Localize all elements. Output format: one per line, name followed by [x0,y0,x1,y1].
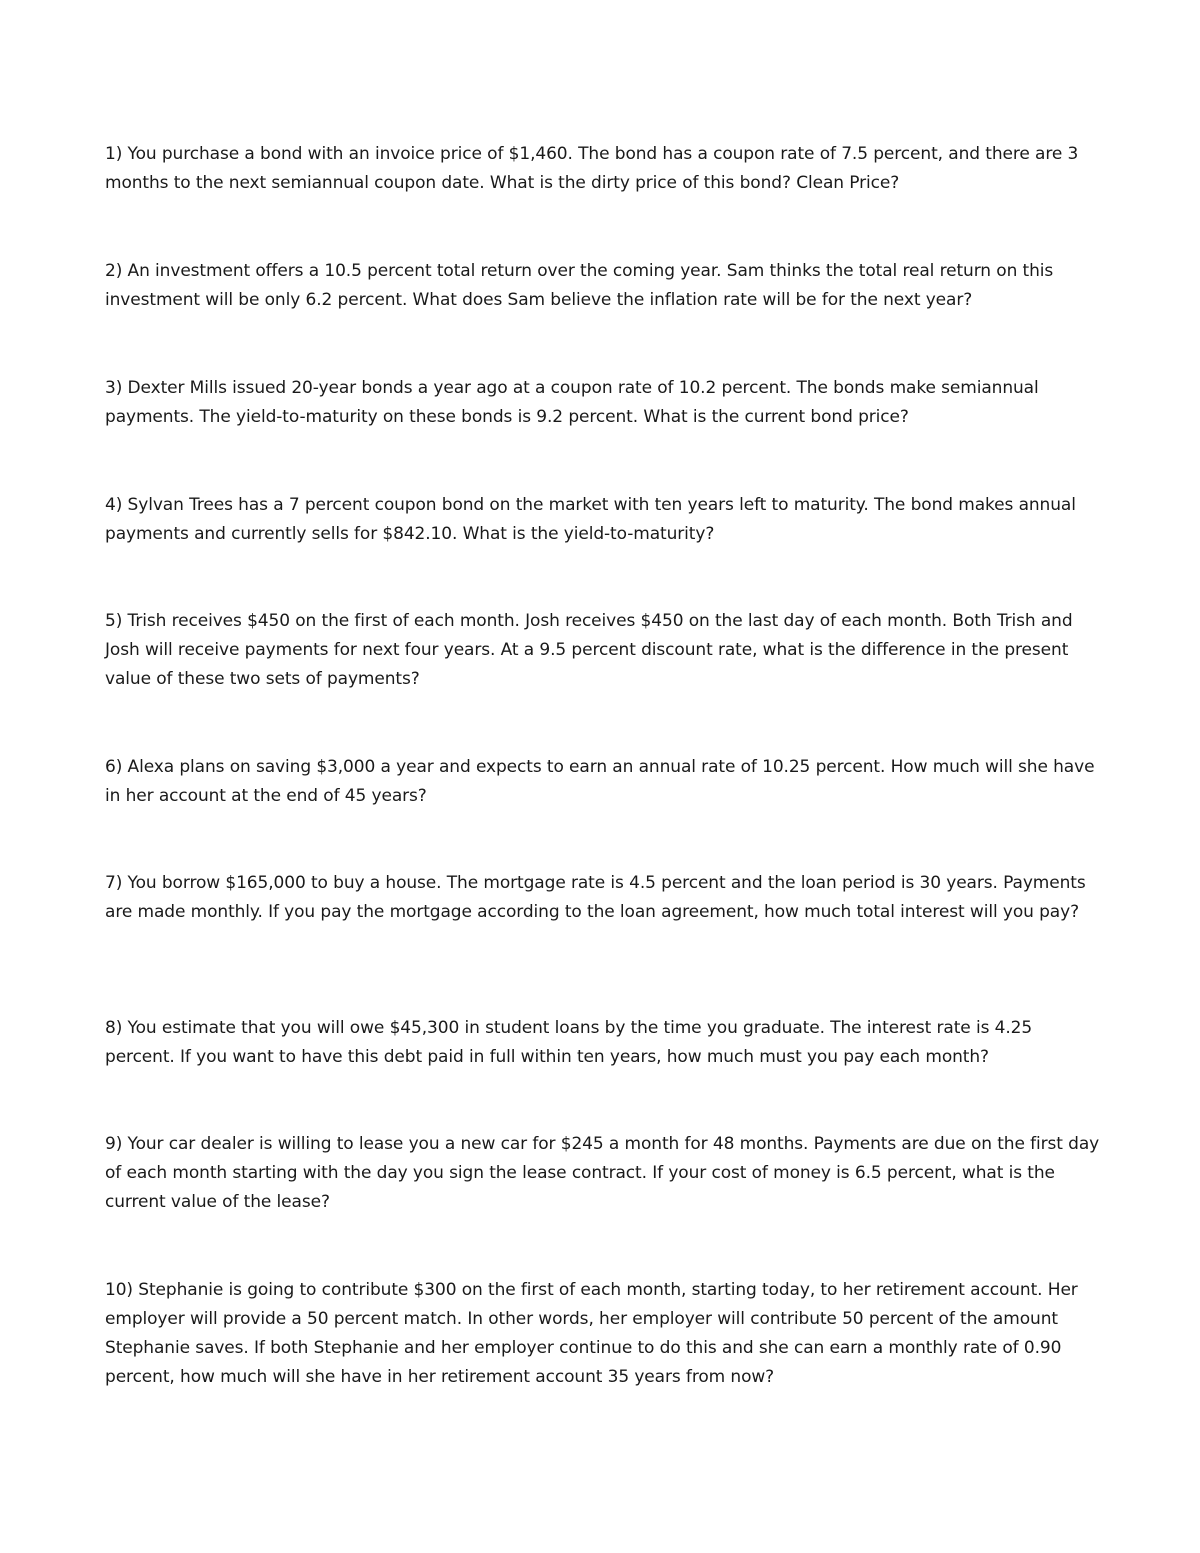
question-8: 8) You estimate that you will owe $45,300 in student loans by the time you graduate. The interest rate is 4.25 percent. If you want to have this debt paid in full within ten years, how much must you pay each month? [105,1018,1033,1067]
question-7: 7) You borrow $165,000 to buy a house. The mortgage rate is 4.5 percent and the loan period is 30 years. Payments are made monthly. If you pay the mortgage according to the loan agreement, how much total interest will you pay? [105,873,1086,922]
question-10: 10) Stephanie is going to contribute $300 on the first of each month, starting today, to her retirement account. Her employer will provide a 50 percent match. In other words, her employer will contribute 50 percent of the amount Stephanie saves. If both Stephanie and her employer continue to do this and she can earn a monthly rate of 0.90 percent, how much will she have in her retirement account 35 years from now? [105,1280,1078,1387]
question-2: 2) An investment offers a 10.5 percent total return over the coming year. Sam thinks the total real return on this investment will be only 6.2 percent. What does Sam believe the inflation rate will be for the next year? [105,261,1054,310]
question-9: 9) Your car dealer is willing to lease you a new car for $245 a month for 48 months. Payments are due on the first day of each month starting with the day you sign the lease contract. If your cost of money is 6.5 percent, what is the current value of the lease? [105,1134,1100,1212]
question-4: 4) Sylvan Trees has a 7 percent coupon bond on the market with ten years left to maturity. The bond makes annual payments and currently sells for $842.10. What is the yield-to-maturity? [105,495,1076,544]
question-5: 5) Trish receives $450 on the first of each month. Josh receives $450 on the last day of each month. Both Trish and Josh will receive payments for next four years. At a 9.5 percent discount rate, what is the difference in the present value of these two sets of payments? [105,611,1073,689]
question-3: 3) Dexter Mills issued 20-year bonds a year ago at a coupon rate of 10.2 percent. The bonds make semiannual payments. The yield-to-maturity on these bonds is 9.2 percent. What is the current bond price? [105,378,1039,427]
question-6: 6) Alexa plans on saving $3,000 a year and expects to earn an annual rate of 10.25 percent. How much will she have in her account at the end of 45 years? [105,757,1095,806]
question-1: 1) You purchase a bond with an invoice price of $1,460. The bond has a coupon rate of 7.5 percent, and there are 3 months to the next semiannual coupon date. What is the dirty price of this bond? Clean Price? [105,144,1079,193]
